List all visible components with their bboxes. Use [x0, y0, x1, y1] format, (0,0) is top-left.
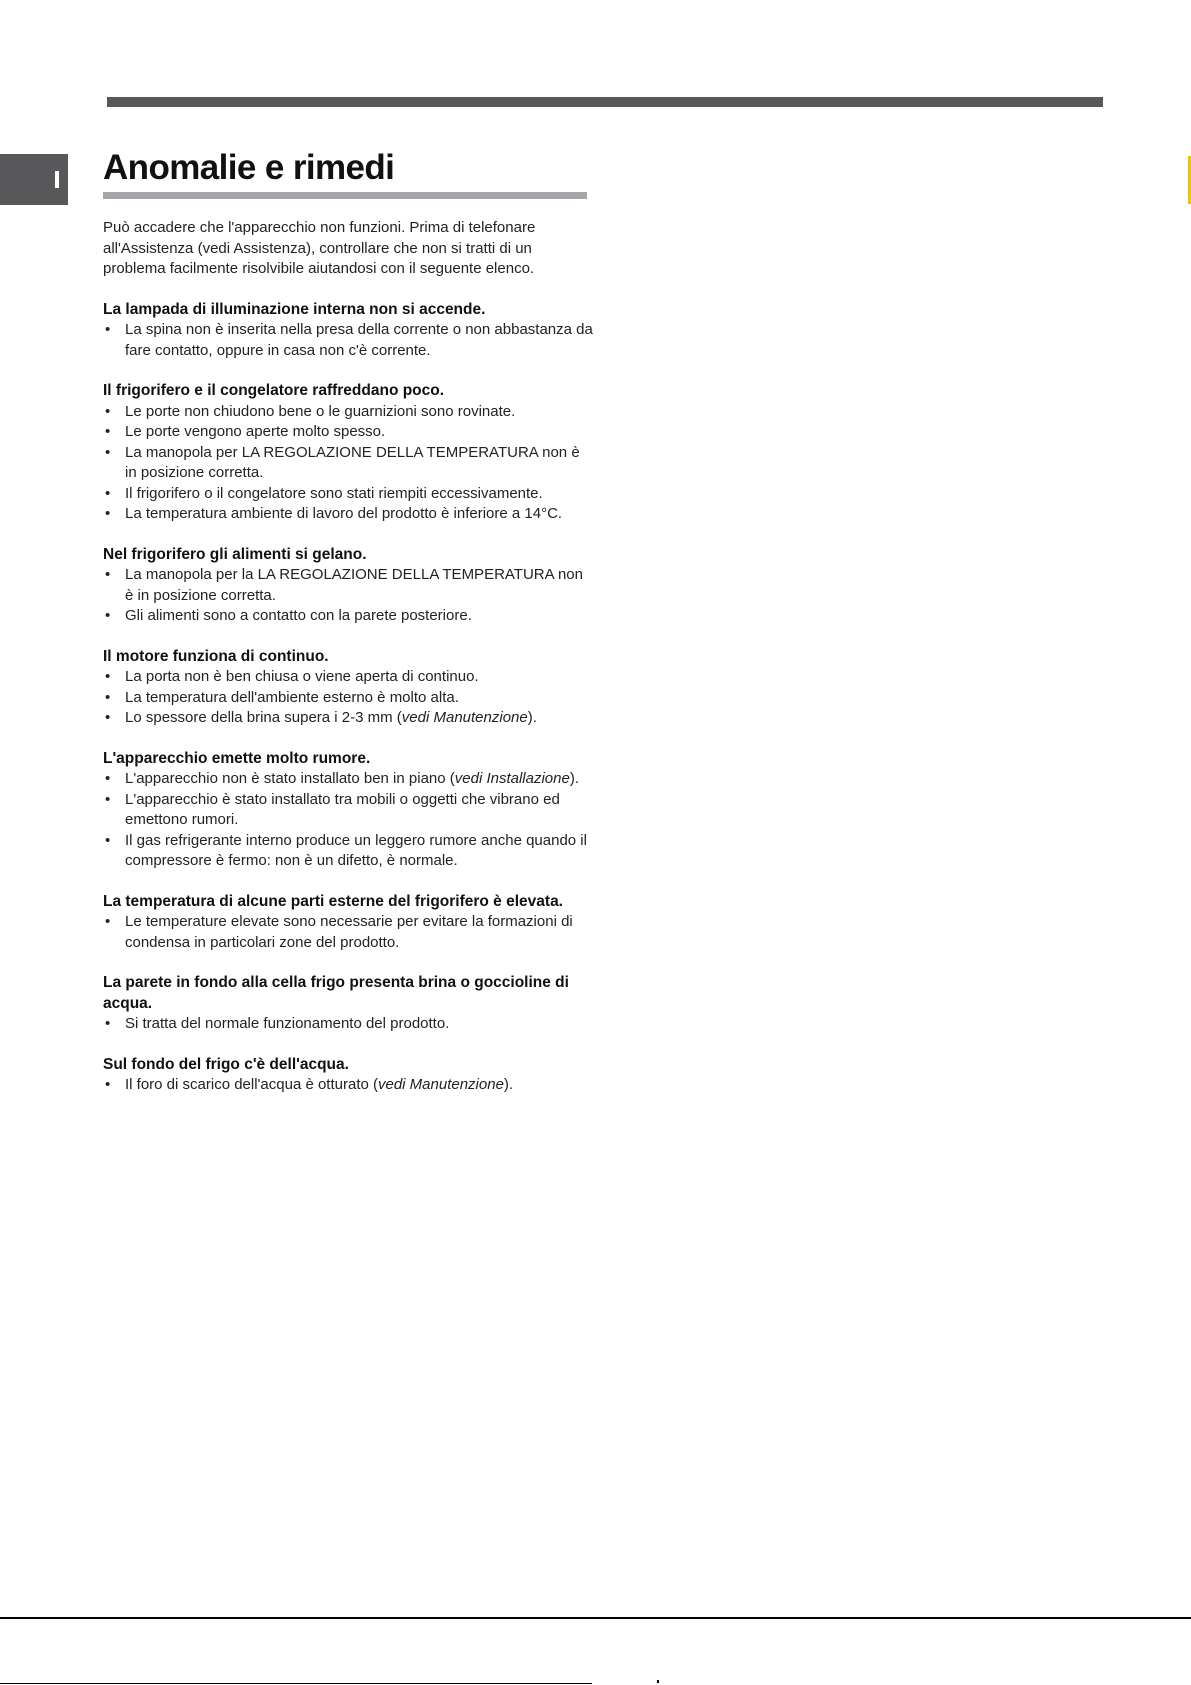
footer-bottom-rule: [0, 1683, 592, 1684]
list-item-text: Le porte vengono aperte molto spesso.: [125, 423, 386, 440]
section: [103, 749, 593, 872]
language-tab-marker: [55, 171, 59, 188]
list-item-text: Gli alimenti sono a contatto con la parete posteriore.: [125, 607, 472, 624]
bullet-icon: •: [105, 913, 111, 930]
bullet-list: [103, 1014, 593, 1035]
list-item-text: Il foro di scarico dell'acqua è otturato (: [125, 1076, 378, 1093]
bullet-icon: •: [105, 321, 111, 338]
cross-reference: vedi Manutenzione: [378, 1076, 504, 1093]
list-item: [103, 606, 593, 627]
list-item-text: Il gas refrigerante interno produce un leggero rumore anche quando il compressore è fermo: non è un difetto, è normale.: [125, 831, 587, 869]
bullet-icon: •: [105, 790, 111, 808]
bullet-icon: •: [105, 566, 111, 583]
list-item: [103, 504, 593, 525]
list-item: [103, 1014, 593, 1035]
list-item-text: La manopola per la LA REGOLAZIONE DELLA TEMPERATURA non è in posizione corretta.: [125, 566, 583, 604]
list-item-text: Le porte non chiudono bene o le guarnizioni sono rovinate.: [125, 402, 516, 420]
list-item-text: La temperatura ambiente di lavoro del prodotto è inferiore a 14°C.: [125, 505, 563, 522]
bullet-icon: •: [105, 505, 111, 522]
bullet-list: [103, 565, 593, 627]
section-heading: Sul fondo del frigo c'è dell'acqua.: [103, 1055, 349, 1073]
bullet-icon: •: [105, 668, 111, 685]
list-item-text: La manopola per LA REGOLAZIONE DELLA TEMPERATURA non è in posizione corretta.: [125, 443, 580, 481]
page-title: Anomalie e rimedi: [103, 148, 395, 187]
list-item: [103, 484, 593, 505]
list-item: [103, 565, 593, 606]
section: [103, 300, 593, 362]
list-item: [103, 688, 593, 709]
bullet-list: [103, 402, 593, 525]
list-item-text: Il frigorifero o il congelatore sono stati riempiti eccessivamente.: [125, 484, 543, 502]
list-item: [103, 320, 593, 361]
list-item: [103, 769, 593, 790]
list-item-text: La temperatura dell'ambiente esterno è molto alta.: [125, 688, 459, 706]
section: [103, 381, 593, 525]
section: [103, 545, 593, 627]
bullet-list: [103, 320, 593, 361]
list-item: [103, 667, 593, 688]
bullet-icon: •: [105, 770, 111, 787]
list-item-text: Si tratta del normale funzionamento del prodotto.: [125, 1015, 450, 1032]
bullet-icon: •: [105, 1076, 111, 1093]
list-item: [103, 402, 593, 423]
section-heading: Il motore funziona di continuo.: [103, 647, 329, 665]
bullet-icon: •: [105, 402, 111, 420]
bullet-icon: •: [105, 709, 111, 726]
bullet-icon: •: [105, 423, 111, 440]
bullet-list: [103, 769, 593, 872]
bullet-icon: •: [105, 607, 111, 624]
page-content: [103, 147, 593, 1096]
list-item-text-end: ).: [527, 709, 537, 726]
section-heading: La lampada di illuminazione interna non si accende.: [103, 300, 486, 318]
title-underline: [103, 192, 587, 199]
bullet-icon: •: [105, 831, 111, 849]
section-heading: La parete in fondo alla cella frigo presenta brina o goccioline di acqua.: [103, 974, 569, 1012]
footer-rule: [0, 1617, 1191, 1619]
list-item: [103, 443, 593, 484]
language-tab: [0, 154, 68, 205]
intro-paragraph: Può accadere che l'apparecchio non funzioni. Prima di telefonare all'Assistenza (vedi Assistenza), controllare che non si tratti di un problema facilmente risolvibile aiutandosi con il seguente elenco.: [103, 219, 536, 277]
section-heading: L'apparecchio emette molto rumore.: [103, 749, 371, 767]
bullet-icon: •: [105, 688, 111, 706]
list-item: [103, 831, 593, 872]
section: [103, 1055, 593, 1096]
list-item-text: Le temperature elevate sono necessarie per evitare la formazioni di condensa in particolari zone del prodotto.: [125, 913, 573, 951]
header-rule: [107, 97, 1103, 107]
bullet-icon: •: [105, 1015, 111, 1032]
list-item-text-end: ).: [569, 770, 580, 787]
bullet-list: [103, 912, 593, 953]
section-heading: Il frigorifero e il congelatore raffreddano poco.: [103, 382, 445, 399]
bullet-list: [103, 1075, 593, 1096]
list-item: [103, 1075, 593, 1096]
list-item: [103, 708, 593, 729]
list-item-text-end: ).: [503, 1076, 514, 1093]
list-item-text: La spina non è inserita nella presa della corrente o non abbastanza da fare contatto, oppure in casa non c'è corrente.: [125, 321, 593, 359]
list-item: [103, 912, 593, 953]
footer-mark: [657, 1680, 659, 1683]
troubleshooting-list: [103, 300, 593, 1096]
bullet-icon: •: [105, 484, 111, 502]
list-item-text: La porta non è ben chiusa o viene aperta di continuo.: [125, 668, 479, 685]
list-item-text: L'apparecchio è stato installato tra mobili o oggetti che vibrano ed emettono rumori.: [125, 790, 560, 828]
section: [103, 892, 593, 954]
bullet-list: [103, 667, 593, 729]
section-heading: Nel frigorifero gli alimenti si gelano.: [103, 545, 367, 563]
list-item-text: L'apparecchio non è stato installato ben in piano (: [125, 770, 455, 787]
section: [103, 973, 593, 1035]
cross-reference: vedi Manutenzione: [401, 709, 528, 726]
list-item-text: Lo spessore della brina supera i 2-3 mm (: [125, 709, 402, 726]
cross-reference: vedi Installazione: [454, 770, 570, 787]
list-item: [103, 422, 593, 443]
section-heading: La temperatura di alcune parti esterne del frigorifero è elevata.: [103, 892, 563, 910]
section: [103, 647, 593, 729]
list-item: [103, 790, 593, 831]
bullet-icon: •: [105, 443, 111, 461]
